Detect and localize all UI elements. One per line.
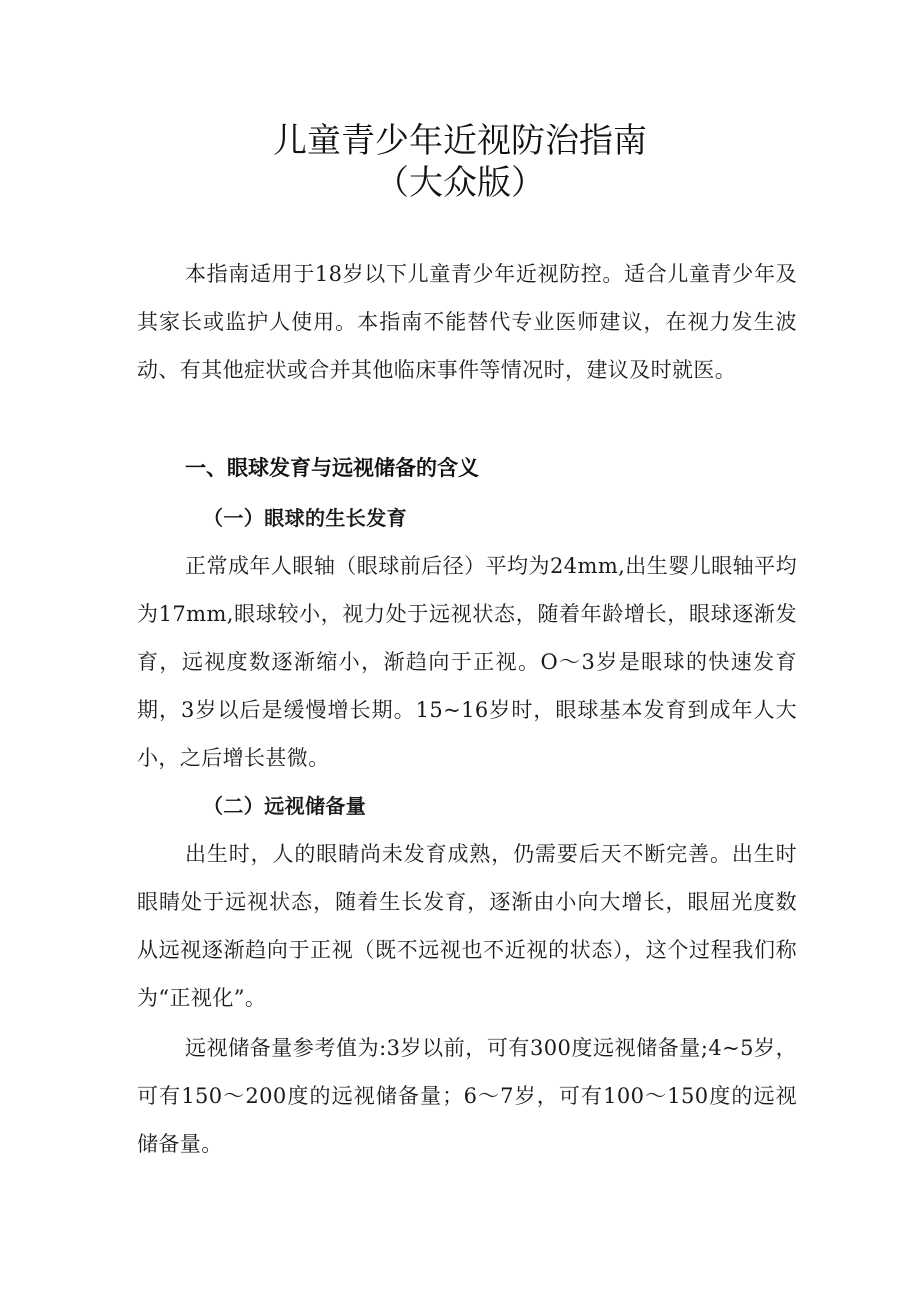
intro-paragraph: 本指南适用于18岁以下儿童青少年近视防控。适合儿童青少年及其家长或监护人使用。本指南不能替代专业医师建议，在视力发生波动、有其他症状或合并其他临床事件等情况时，建议及时就医。 [137,262,797,382]
reserve-paragraph: 出生时，人的眼睛尚未发育成熟，仍需要后天不断完善。出生时眼睛处于远视状态，随着生长发育，逐渐由小向大增长，眼屈光度数从远视逐渐趋向于正视（既不远视也不近视的状态），这个过程我们称为“正视化”。 [137,842,797,1010]
subsection-heading-reserve: （二）远视储备量 [203,794,367,818]
reserve-values-paragraph: 远视储备量参考值为:3岁以前，可有300度远视储备量;4~5岁，可有150～200度的远视储备量；6～7岁，可有100～150度的远视储备量。 [137,1036,797,1156]
subsection-heading-growth: （一）眼球的生长发育 [203,506,407,530]
document-title: 儿童青少年近视防治指南 [273,121,647,161]
document-subtitle: （大众版） [375,163,545,203]
growth-paragraph: 正常成年人眼轴（眼球前后径）平均为24mm,出生婴儿眼轴平均为17mm,眼球较小，视力处于远视状态，随着年龄增长，眼球逐渐发育，远视度数逐渐缩小，渐趋向于正视。O～3岁是眼球的快速发育期，3岁以后是缓慢增长期。15~16岁时，眼球基本发育到成年人大小，之后增长甚微。 [137,554,797,770]
section-heading: 一、眼球发育与远视储备的含义 [185,456,479,480]
